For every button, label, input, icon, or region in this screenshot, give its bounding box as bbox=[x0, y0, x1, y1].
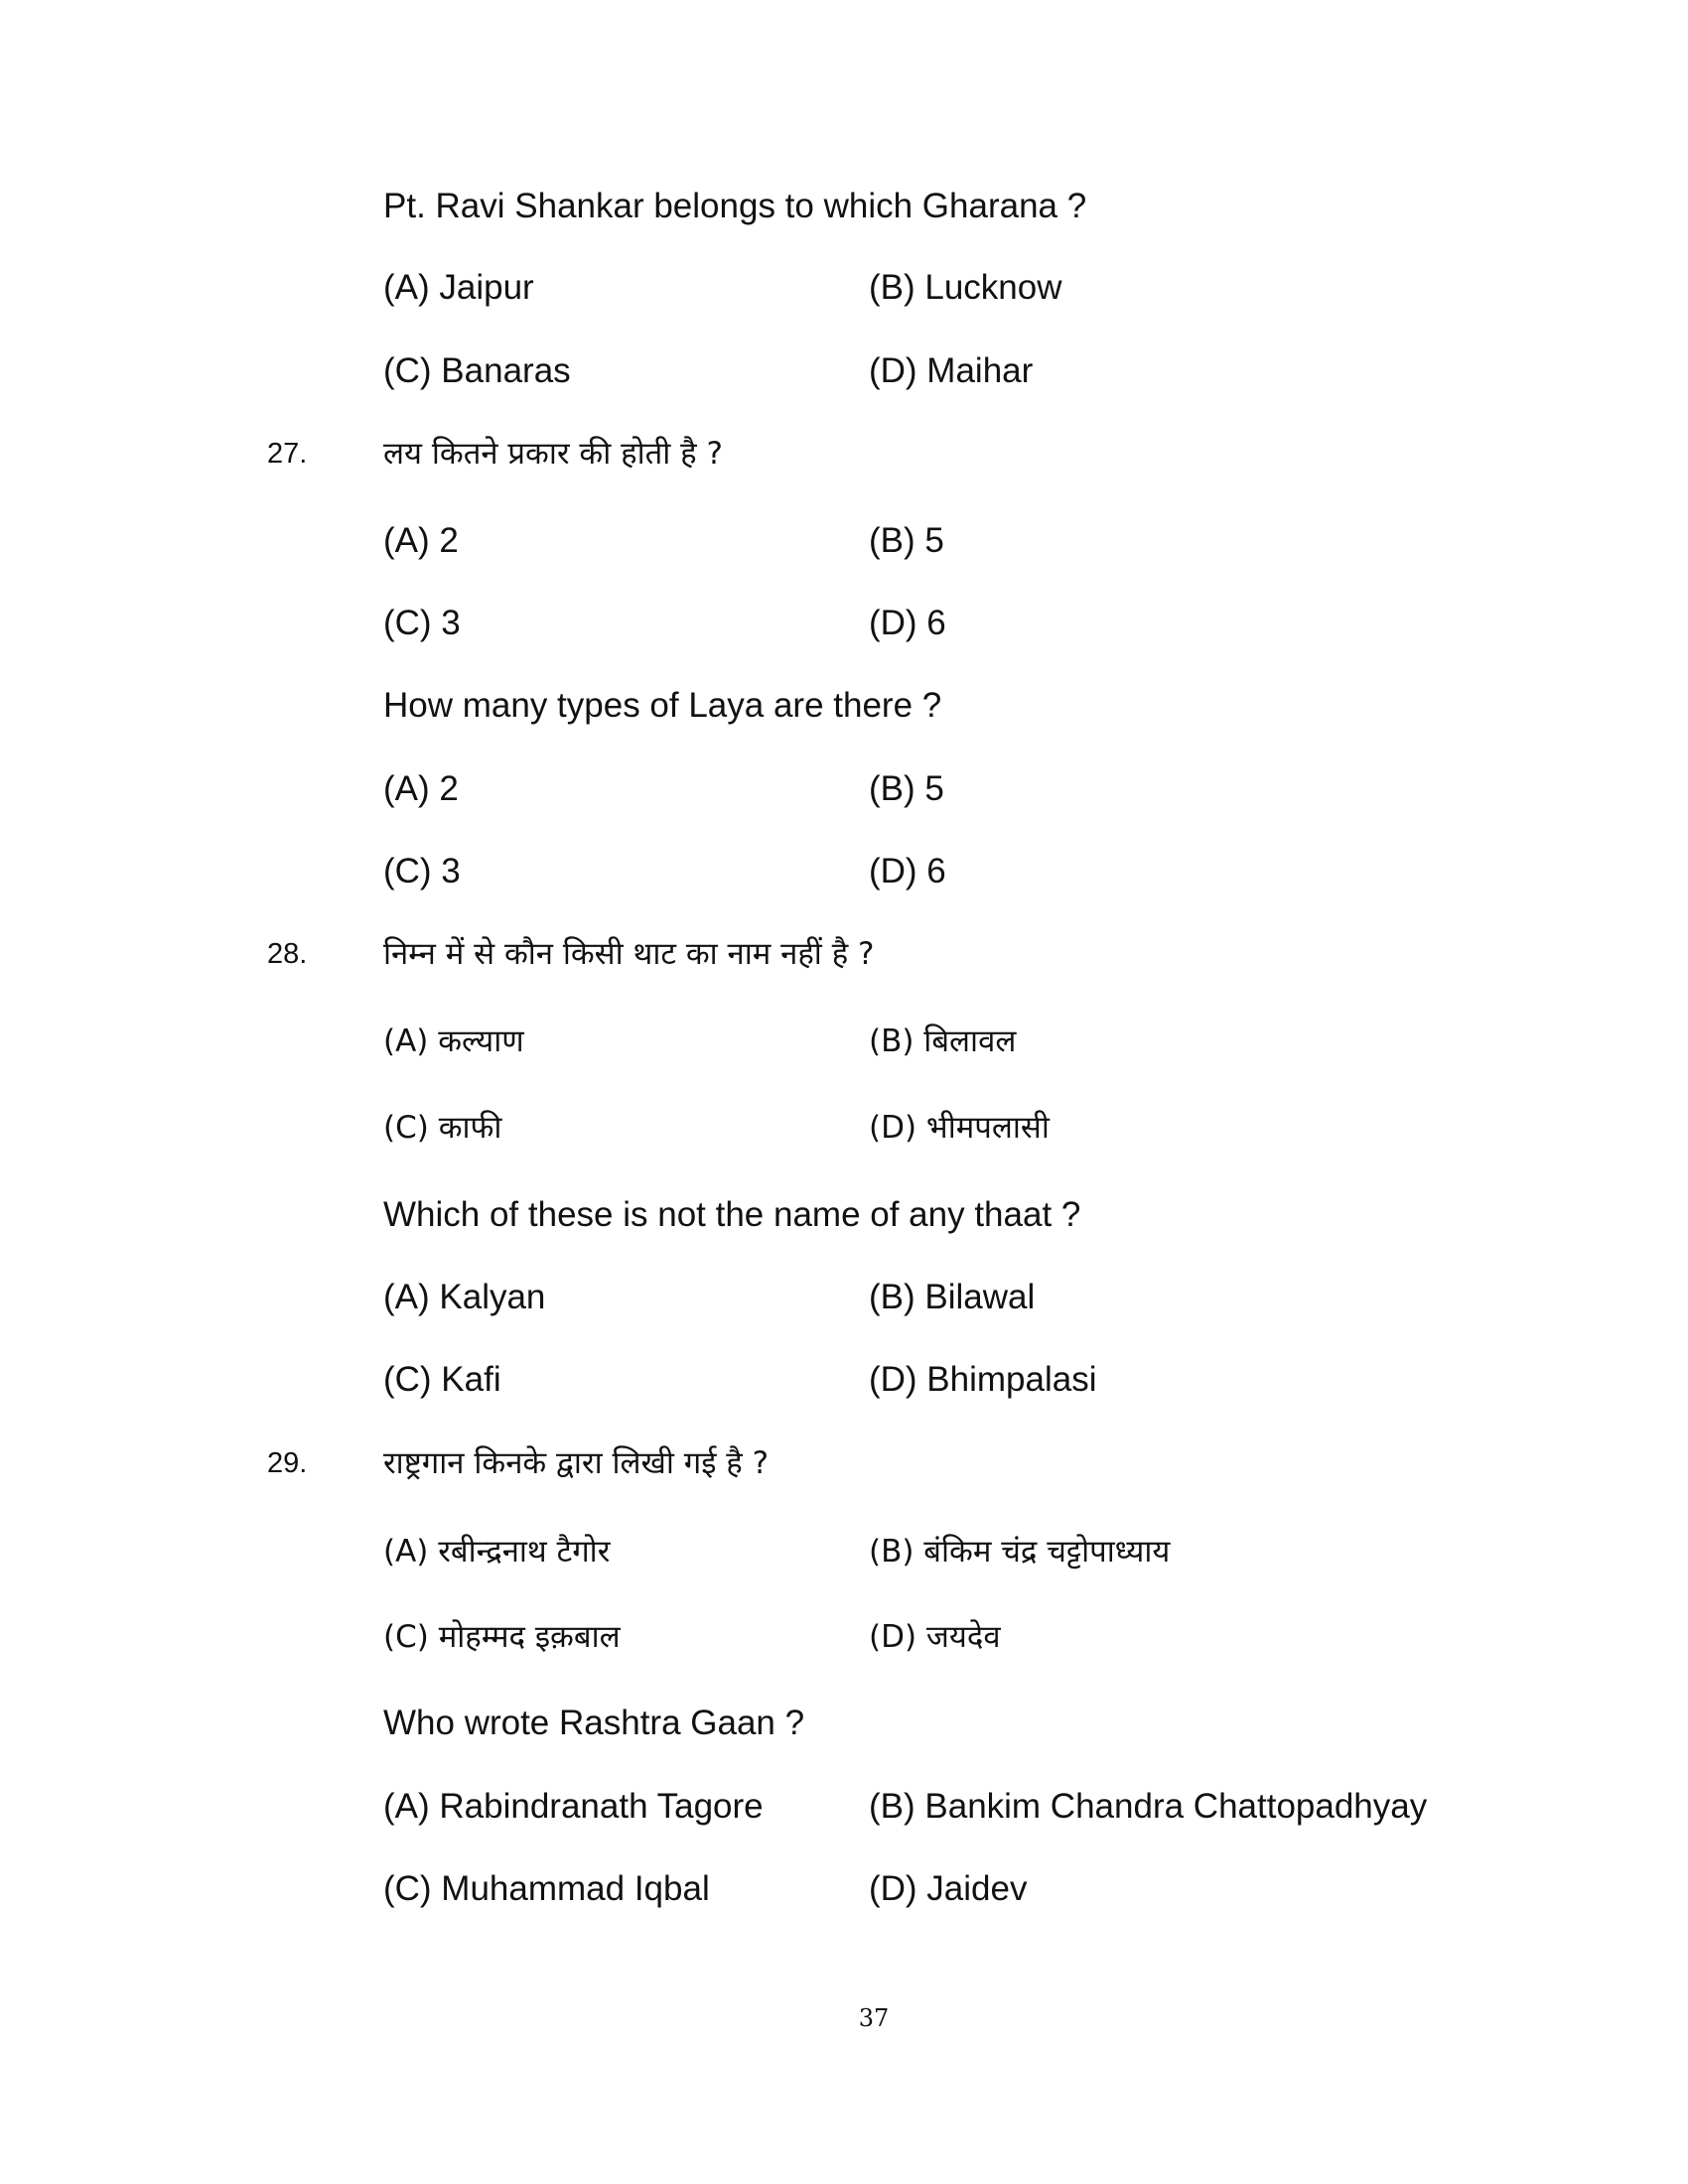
question-text-hindi: लय कितने प्रकार की होती है ? bbox=[383, 436, 723, 472]
answer-option: (B) बंकिम चंद्र चट्टोपाध्याय bbox=[869, 1534, 1171, 1570]
question-text-english: How many types of Laya are there ? bbox=[383, 686, 942, 725]
answer-option: (C) Kafi bbox=[383, 1360, 501, 1399]
answer-option: (D) Jaidev bbox=[869, 1869, 1028, 1908]
answer-option: (C) 3 bbox=[383, 852, 461, 890]
question-number: 29. bbox=[267, 1447, 308, 1479]
answer-option: (C) Banaras bbox=[383, 351, 571, 390]
answer-option: (A) 2 bbox=[383, 521, 459, 560]
answer-option: (B) 5 bbox=[869, 521, 944, 560]
question-text-hindi: राष्ट्रगान किनके द्वारा लिखी गई है ? bbox=[383, 1445, 770, 1481]
answer-option: (C) 3 bbox=[383, 604, 461, 642]
question-text-hindi: निम्न में से कौन किसी थाट का नाम नहीं है ? bbox=[383, 936, 875, 972]
answer-option: (B) Bilawal bbox=[869, 1278, 1036, 1316]
answer-option: (C) मोहम्मद इक़बाल bbox=[383, 1619, 621, 1655]
question-number: 27. bbox=[267, 438, 308, 470]
answer-option: (A) 2 bbox=[383, 769, 459, 808]
answer-option: (A) Rabindranath Tagore bbox=[383, 1787, 764, 1826]
answer-option: (B) बिलावल bbox=[869, 1024, 1017, 1059]
answer-option: (A) रबीन्द्रनाथ टैगोर bbox=[383, 1534, 611, 1570]
question-number: 28. bbox=[267, 938, 308, 970]
answer-option: (D) Maihar bbox=[869, 351, 1034, 390]
answer-option: (C) Muhammad Iqbal bbox=[383, 1869, 710, 1908]
answer-option: (A) कल्याण bbox=[383, 1024, 524, 1059]
answer-option: (C) काफी bbox=[383, 1110, 502, 1146]
answer-option: (B) Bankim Chandra Chattopadhyay bbox=[869, 1787, 1428, 1826]
answer-option: (A) Kalyan bbox=[383, 1278, 546, 1316]
question-text-english: Who wrote Rashtra Gaan ? bbox=[383, 1704, 805, 1742]
page-number: 37 bbox=[858, 2004, 890, 2032]
answer-option: (B) 5 bbox=[869, 769, 944, 808]
answer-option: (D) 6 bbox=[869, 604, 946, 642]
question-text-english: Which of these is not the name of any thaat ? bbox=[383, 1195, 1081, 1234]
answer-option: (D) जयदेव bbox=[869, 1619, 1001, 1655]
answer-option: (A) Jaipur bbox=[383, 268, 534, 307]
answer-option: (B) Lucknow bbox=[869, 268, 1062, 307]
answer-option: (D) Bhimpalasi bbox=[869, 1360, 1097, 1399]
answer-option: (D) 6 bbox=[869, 852, 946, 890]
question-text-english: Pt. Ravi Shankar belongs to which Gharana ? bbox=[383, 187, 1087, 225]
answer-option: (D) भीमपलासी bbox=[869, 1110, 1050, 1146]
